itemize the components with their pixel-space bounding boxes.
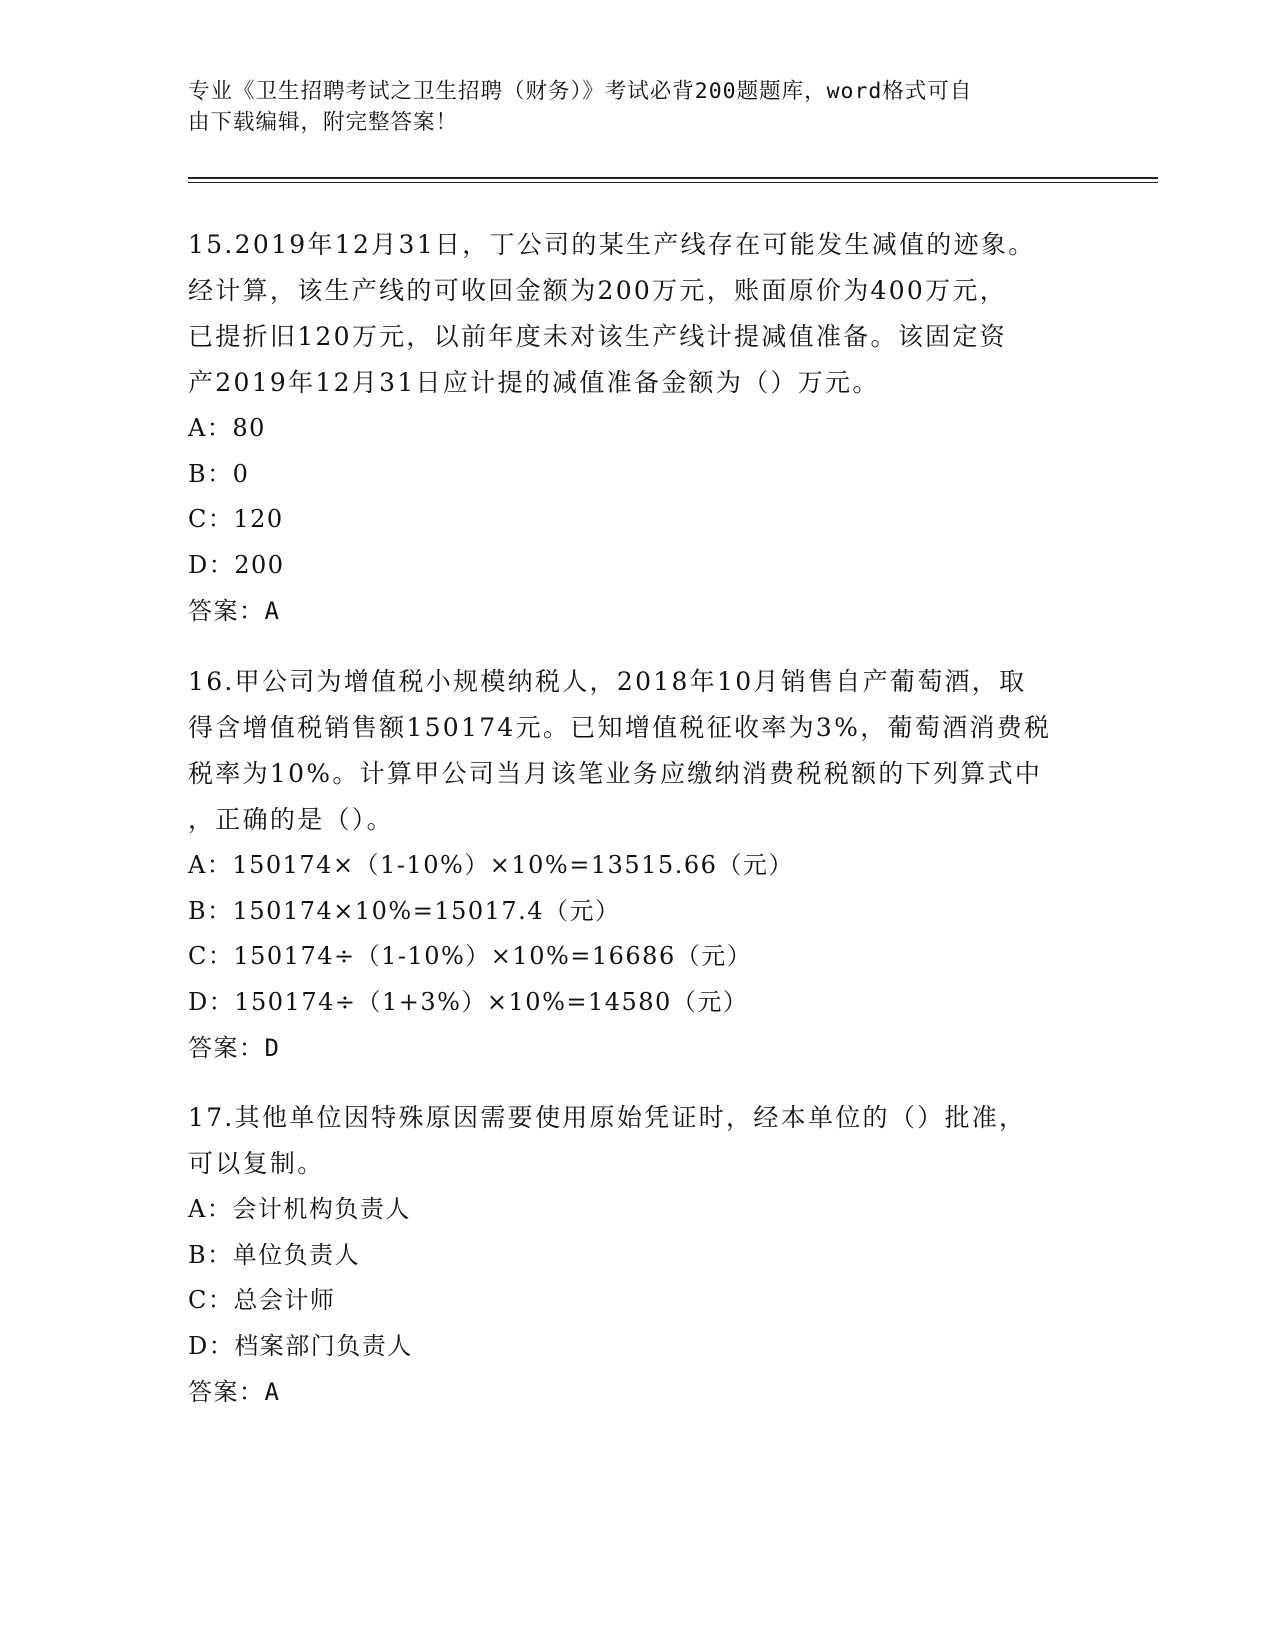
document-header — [188, 76, 1088, 138]
stem-line: 17.其他单位因特殊原因需要使用原始凭证时，经本单位的（）批准， — [188, 1103, 1027, 1132]
question-stem — [188, 222, 1088, 406]
stem-line: 已提折旧120万元，以前年度未对该生产线计提减值准备。该固定资 — [188, 322, 1008, 351]
stem-line: 产2019年12月31日应计提的减值准备金额为（）万元。 — [188, 368, 880, 397]
question-15 — [188, 222, 1088, 634]
stem-line: 可以复制。 — [188, 1149, 325, 1178]
header-divider-thick — [188, 177, 1158, 179]
header-line-2: 由下载编辑，附完整答案！ — [188, 110, 459, 135]
option-c: C：总会计师 — [188, 1286, 336, 1314]
option-a: A：会计机构负责人 — [188, 1195, 411, 1223]
option-b: B：0 — [188, 459, 250, 488]
option-d: D：200 — [188, 550, 285, 579]
stem-line: 15.2019年12月31日，丁公司的某生产线存在可能发生减值的迹象。 — [188, 230, 1036, 259]
question-16 — [188, 659, 1088, 1071]
option-d: D：150174÷（1+3%）×10%=14580（元） — [188, 987, 749, 1016]
answer-line: 答案：A — [188, 597, 281, 625]
question-stem — [188, 659, 1088, 843]
option-a: A：150174×（1-10%）×10%=13515.66（元） — [188, 851, 794, 879]
option-b: B：单位负责人 — [188, 1240, 361, 1269]
option-b: B：150174×10%=15017.4（元） — [188, 896, 621, 925]
header-line-1: 专业《卫生招聘考试之卫生招聘（财务）》考试必背200题题库，word格式可自 — [188, 79, 973, 104]
option-d: D：档案部门负责人 — [188, 1331, 413, 1360]
stem-line: 得含增值税销售额150174元。已知增值税征收率为3%，葡萄酒消费税 — [188, 713, 1052, 742]
question-17 — [188, 1095, 1088, 1415]
stem-line: 税率为10%。计算甲公司当月该笔业务应缴纳消费税税额的下列算式中 — [188, 759, 1043, 788]
option-c: C：150174÷（1-10%）×10%=16686（元） — [188, 942, 753, 970]
option-c: C：120 — [188, 505, 284, 533]
header-divider-thin — [188, 182, 1158, 183]
stem-line: ，正确的是（）。 — [188, 805, 394, 834]
stem-line: 16.甲公司为增值税小规模纳税人，2018年10月销售自产葡萄酒，取 — [188, 667, 1027, 696]
stem-line: 经计算，该生产线的可收回金额为200万元，账面原价为400万元， — [188, 276, 1008, 305]
answer-line: 答案：A — [188, 1378, 281, 1406]
question-stem — [188, 1095, 1088, 1187]
option-a: A：80 — [188, 414, 266, 442]
answer-line: 答案：D — [188, 1034, 281, 1062]
